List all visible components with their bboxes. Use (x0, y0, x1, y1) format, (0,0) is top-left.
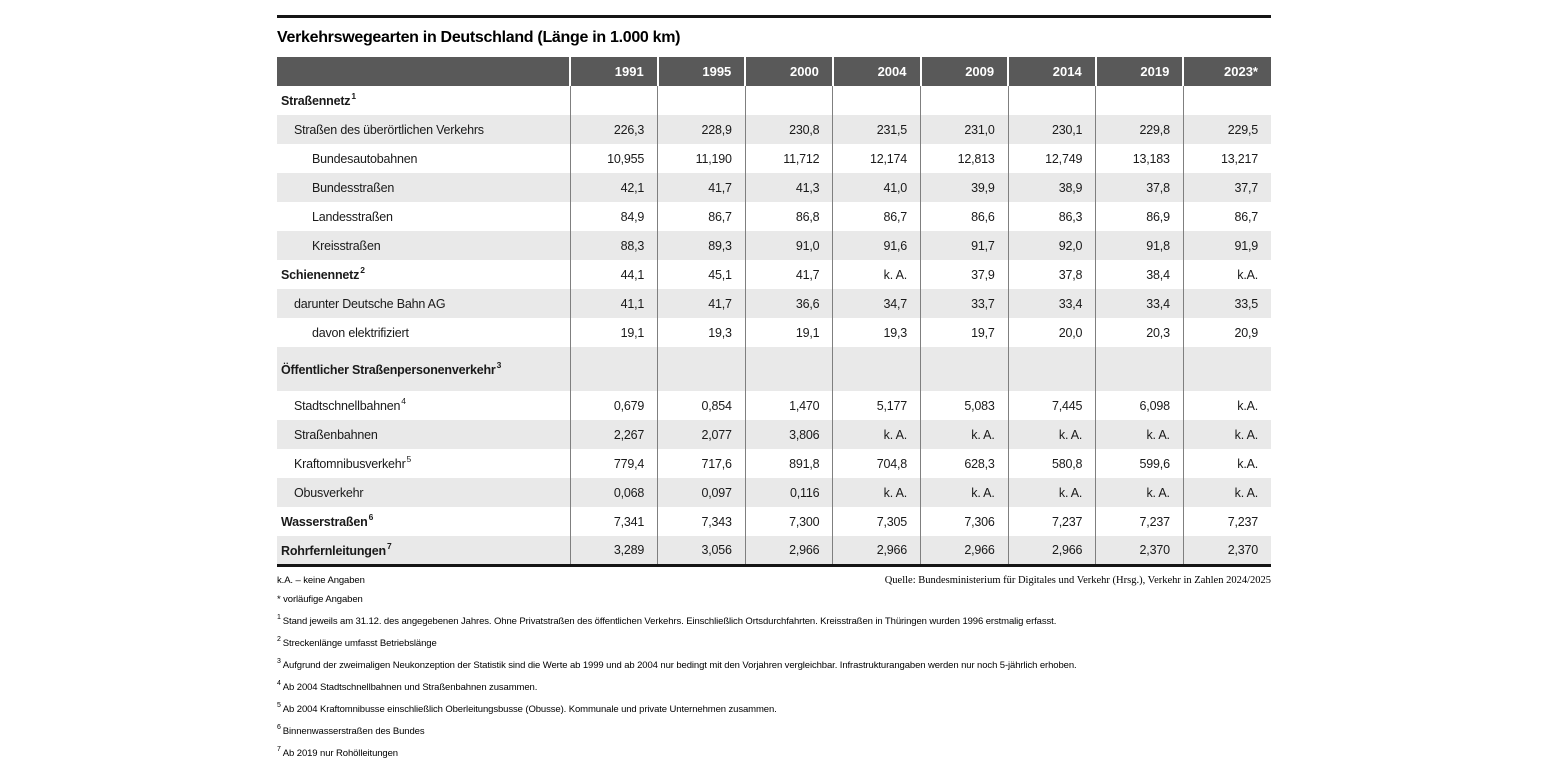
value-cell: 34,7 (833, 289, 921, 318)
value-cell: 92,0 (1008, 231, 1096, 260)
footnote-marker: 2 (360, 265, 365, 276)
row-label-text: darunter Deutsche Bahn AG (294, 296, 446, 311)
footnote (277, 634, 1117, 651)
value-cell: 86,8 (745, 202, 833, 231)
value-cell: 7,237 (1183, 507, 1271, 536)
row-label (277, 536, 570, 565)
value-cell: 231,0 (921, 115, 1009, 144)
value-cell: 41,0 (833, 173, 921, 202)
row-label-text: Straßenbahnen (294, 427, 378, 442)
value-cell (745, 347, 833, 391)
footnote-text: Ab 2004 Stadtschnellbahnen und Straßenbahnen zusammen. (282, 682, 538, 694)
row-label (277, 86, 570, 115)
value-cell: k. A. (833, 478, 921, 507)
value-cell: 12,749 (1008, 144, 1096, 173)
footnote-text: Ab 2019 nur Rohölleitungen (282, 748, 398, 760)
value-cell: 20,9 (1183, 318, 1271, 347)
footnote-marker: 3 (277, 657, 281, 665)
value-cell: 86,7 (1183, 202, 1271, 231)
value-cell: 11,190 (658, 144, 746, 173)
value-cell: 0,097 (658, 478, 746, 507)
value-cell: 42,1 (570, 173, 658, 202)
value-cell (1008, 347, 1096, 391)
value-cell: 41,7 (658, 289, 746, 318)
row-label (277, 420, 570, 449)
value-cell: 86,6 (921, 202, 1009, 231)
column-header-2009: 2009 (921, 57, 1009, 86)
column-header-2019: 2019 (1096, 57, 1184, 86)
footnote (277, 612, 1117, 629)
value-cell: 19,3 (833, 318, 921, 347)
table-row (277, 231, 1271, 260)
value-cell (1096, 86, 1184, 115)
row-label (277, 144, 570, 173)
row-label-text: Bundesautobahnen (312, 151, 418, 166)
value-cell (833, 86, 921, 115)
row-label (277, 449, 570, 478)
value-cell (658, 86, 746, 115)
value-cell: k.A. (1183, 391, 1271, 420)
footnote-marker: 7 (277, 746, 281, 754)
top-rule (277, 15, 1271, 18)
value-cell: 7,300 (745, 507, 833, 536)
table-row (277, 318, 1271, 347)
value-cell: k. A. (1096, 420, 1184, 449)
value-cell (921, 86, 1009, 115)
value-cell: 86,9 (1096, 202, 1184, 231)
row-label-text: Kreisstraßen (312, 238, 381, 253)
value-cell: 12,813 (921, 144, 1009, 173)
row-label-text: Landesstraßen (312, 209, 393, 224)
value-cell: 37,9 (921, 260, 1009, 289)
value-cell: 6,098 (1096, 391, 1184, 420)
footnote-marker: 1 (277, 613, 281, 621)
value-cell: k. A. (1008, 420, 1096, 449)
value-cell: 36,6 (745, 289, 833, 318)
table-row (277, 144, 1271, 173)
footnote-marker: 5 (406, 454, 412, 465)
row-label-text: Bundesstraßen (312, 180, 395, 195)
value-cell: 91,8 (1096, 231, 1184, 260)
value-cell: 0,679 (570, 391, 658, 420)
value-cell: 2,267 (570, 420, 658, 449)
footnote-marker: 6 (368, 512, 374, 523)
value-cell: 45,1 (658, 260, 746, 289)
value-cell: 2,966 (921, 536, 1009, 565)
row-label (277, 347, 570, 391)
value-cell: 88,3 (570, 231, 658, 260)
value-cell: 86,7 (833, 202, 921, 231)
value-cell (1183, 347, 1271, 391)
value-cell: 39,9 (921, 173, 1009, 202)
value-cell: 41,7 (658, 173, 746, 202)
value-cell: 3,056 (658, 536, 746, 565)
column-header-1991: 1991 (570, 57, 658, 86)
value-cell: 91,6 (833, 231, 921, 260)
value-cell: 89,3 (658, 231, 746, 260)
row-label-text: Stadtschnellbahnen (294, 399, 401, 414)
row-label (277, 289, 570, 318)
table-row (277, 420, 1271, 449)
value-cell: k. A. (833, 420, 921, 449)
footnote-text: Stand jeweils am 31.12. des angegebenen Jahres. Ohne Privatstraßen des öffentlichen Verkehrs. Einschließlich Ortsdurchfahrten. Kreisstraßen in Thüringen wurden 1996 erstmalig erfasst. (282, 615, 1057, 627)
table-header-empty-cell (277, 57, 570, 86)
row-label (277, 115, 570, 144)
row-label (277, 318, 570, 347)
value-cell: 230,1 (1008, 115, 1096, 144)
table-row (277, 478, 1271, 507)
row-label (277, 231, 570, 260)
footnote (277, 700, 1117, 717)
footnote-text: * vorläufige Angaben (277, 593, 363, 605)
value-cell: 0,068 (570, 478, 658, 507)
row-label (277, 173, 570, 202)
table-row (277, 449, 1271, 478)
value-cell: 19,3 (658, 318, 746, 347)
value-cell: 33,4 (1096, 289, 1184, 318)
value-cell: 91,0 (745, 231, 833, 260)
value-cell: 19,1 (745, 318, 833, 347)
value-cell: k.A. (1183, 449, 1271, 478)
value-cell: 3,806 (745, 420, 833, 449)
row-label-text: Straßennetz (281, 94, 351, 109)
footnote (277, 678, 1117, 695)
footnote-marker: 5 (277, 702, 281, 710)
row-label (277, 391, 570, 420)
value-cell (570, 86, 658, 115)
table-row (277, 260, 1271, 289)
value-cell: 86,7 (658, 202, 746, 231)
value-cell: 704,8 (833, 449, 921, 478)
value-cell: 13,183 (1096, 144, 1184, 173)
row-label-text: Straßen des überörtlichen Verkehrs (294, 122, 484, 137)
value-cell: 7,237 (1096, 507, 1184, 536)
value-cell: 12,174 (833, 144, 921, 173)
value-cell: 229,5 (1183, 115, 1271, 144)
value-cell: 84,9 (570, 202, 658, 231)
row-label-text: Obusverkehr (294, 485, 364, 500)
value-cell: 41,1 (570, 289, 658, 318)
footnote-text: k.A. – keine Angaben (277, 574, 365, 586)
transport-routes-table (277, 57, 1271, 567)
value-cell: 891,8 (745, 449, 833, 478)
row-label-text: Schienennetz (281, 268, 360, 283)
notes-area (277, 574, 1271, 762)
value-cell: 7,343 (658, 507, 746, 536)
value-cell: 33,5 (1183, 289, 1271, 318)
value-cell: 230,8 (745, 115, 833, 144)
value-cell: k. A. (1008, 478, 1096, 507)
footnote (277, 593, 1117, 607)
column-header-2023: 2023* (1183, 57, 1271, 86)
table-row (277, 173, 1271, 202)
footnote-marker: 4 (277, 679, 281, 687)
row-label (277, 507, 570, 536)
value-cell: 7,305 (833, 507, 921, 536)
footnote-text: Binnenwasserstraßen des Bundes (282, 726, 425, 738)
value-cell: 2,370 (1096, 536, 1184, 565)
row-label-text: davon elektrifiziert (312, 325, 409, 340)
value-cell: 33,4 (1008, 289, 1096, 318)
value-cell: 86,3 (1008, 202, 1096, 231)
value-cell: 41,3 (745, 173, 833, 202)
footnote-marker: 3 (496, 359, 502, 370)
value-cell: 10,955 (570, 144, 658, 173)
value-cell: 37,7 (1183, 173, 1271, 202)
value-cell: 2,966 (1008, 536, 1096, 565)
value-cell: 628,3 (921, 449, 1009, 478)
value-cell: 44,1 (570, 260, 658, 289)
value-cell: 11,712 (745, 144, 833, 173)
value-cell (921, 347, 1009, 391)
value-cell: 226,3 (570, 115, 658, 144)
table-row (277, 391, 1271, 420)
value-cell (1183, 86, 1271, 115)
footnotes-block (277, 574, 1117, 762)
value-cell: 91,9 (1183, 231, 1271, 260)
value-cell: k. A. (1183, 420, 1271, 449)
value-cell: 2,966 (833, 536, 921, 565)
value-cell: 599,6 (1096, 449, 1184, 478)
value-cell: 37,8 (1096, 173, 1184, 202)
column-header-2014: 2014 (1008, 57, 1096, 86)
value-cell: 0,116 (745, 478, 833, 507)
row-label (277, 478, 570, 507)
row-label-text: Rohrfernleitungen (281, 543, 386, 558)
value-cell: 2,966 (745, 536, 833, 565)
value-cell (745, 86, 833, 115)
row-label (277, 202, 570, 231)
footnote-text: Streckenlänge umfasst Betriebslänge (282, 637, 437, 649)
document-area (277, 15, 1271, 767)
footnote-marker: 1 (351, 91, 356, 102)
value-cell: 20,3 (1096, 318, 1184, 347)
source-text: Quelle: Bundesministerium für Digitales und Verkehr (Hrsg.), Verkehr in Zahlen 2024/2025 (884, 574, 1271, 586)
value-cell: 7,445 (1008, 391, 1096, 420)
value-cell: 7,306 (921, 507, 1009, 536)
footnote-marker: 2 (277, 635, 281, 643)
value-cell: 20,0 (1008, 318, 1096, 347)
value-cell: k. A. (921, 420, 1009, 449)
value-cell: 5,083 (921, 391, 1009, 420)
value-cell: 7,237 (1008, 507, 1096, 536)
value-cell: k. A. (921, 478, 1009, 507)
value-cell: 33,7 (921, 289, 1009, 318)
footnote (277, 722, 1117, 739)
value-cell: 2,077 (658, 420, 746, 449)
value-cell: k. A. (833, 260, 921, 289)
column-header-2000: 2000 (745, 57, 833, 86)
table-row (277, 289, 1271, 318)
page-title: Verkehrswegearten in Deutschland (Länge in 1.000 km) (277, 29, 681, 46)
value-cell (570, 347, 658, 391)
table-row (277, 202, 1271, 231)
value-cell: 717,6 (658, 449, 746, 478)
row-label-text: Wasserstraßen (281, 515, 368, 530)
table-row (277, 347, 1271, 391)
column-header-1995: 1995 (658, 57, 746, 86)
footnote-text: Aufgrund der zweimaligen Neukonzeption der Statistik sind die Werte ab 1999 und ab 2004 nur bedingt mit den Vorjahren vergleichbar. Infrastrukturangaben werden nur noch 5-jährlich erhoben. (282, 659, 1077, 671)
footnote-marker: 6 (277, 724, 281, 732)
value-cell: 229,8 (1096, 115, 1184, 144)
value-cell: 3,289 (570, 536, 658, 565)
table-row (277, 507, 1271, 536)
value-cell (658, 347, 746, 391)
table-row (277, 115, 1271, 144)
value-cell: 91,7 (921, 231, 1009, 260)
table-header-row (277, 57, 1271, 86)
row-label (277, 260, 570, 289)
value-cell: 0,854 (658, 391, 746, 420)
footnote (277, 656, 1117, 673)
footnote (277, 744, 1117, 761)
value-cell (1008, 86, 1096, 115)
value-cell (1096, 347, 1184, 391)
column-header-2004: 2004 (833, 57, 921, 86)
row-label-text: Kraftomnibusverkehr (294, 457, 406, 472)
value-cell: 580,8 (1008, 449, 1096, 478)
value-cell: 19,1 (570, 318, 658, 347)
value-cell: 13,217 (1183, 144, 1271, 173)
value-cell: 38,4 (1096, 260, 1184, 289)
value-cell: 2,370 (1183, 536, 1271, 565)
value-cell: k.A. (1183, 260, 1271, 289)
value-cell: 7,341 (570, 507, 658, 536)
value-cell (833, 347, 921, 391)
value-cell: k. A. (1183, 478, 1271, 507)
value-cell: 231,5 (833, 115, 921, 144)
value-cell: 38,9 (1008, 173, 1096, 202)
value-cell: 41,7 (745, 260, 833, 289)
value-cell: k. A. (1096, 478, 1184, 507)
table-row (277, 536, 1271, 565)
table-row (277, 86, 1271, 115)
value-cell: 37,8 (1008, 260, 1096, 289)
value-cell: 228,9 (658, 115, 746, 144)
value-cell: 19,7 (921, 318, 1009, 347)
value-cell: 779,4 (570, 449, 658, 478)
value-cell: 1,470 (745, 391, 833, 420)
footnote-marker: 7 (386, 540, 392, 551)
footnote-marker: 4 (401, 396, 406, 407)
footnote-text: Ab 2004 Kraftomnibusse einschließlich Oberleitungsbusse (Obusse). Kommunale und private Unternehmen zusammen. (282, 704, 777, 716)
value-cell: 5,177 (833, 391, 921, 420)
row-label-text: Öffentlicher Straßenpersonenverkehr (281, 363, 496, 378)
